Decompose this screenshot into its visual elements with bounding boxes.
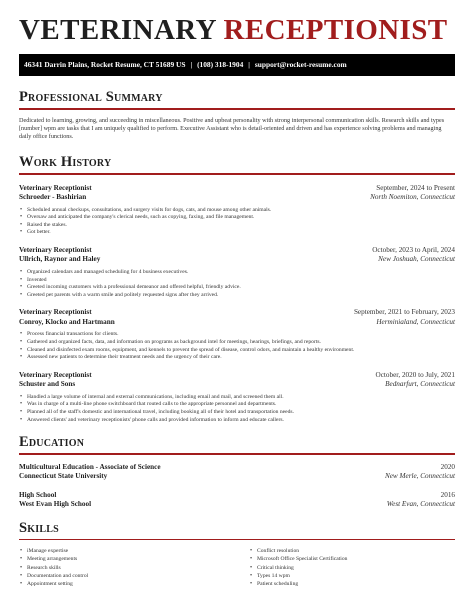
- contact-bar: [19, 54, 455, 76]
- education-entry: [19, 491, 455, 510]
- job-bullet: • Invented: [19, 277, 455, 285]
- job-title: Veterinary Receptionist: [19, 308, 92, 317]
- job-bullet: • Cleaned and disinfected exam rooms, equipment, and kennels to prevent the spread of disease, control odors, and maintain a healthy environment.: [19, 347, 455, 355]
- section-divider: [19, 539, 455, 541]
- section-divider: [19, 173, 455, 175]
- job-entry: [19, 246, 455, 299]
- job-entry: [19, 184, 455, 237]
- job-bullet: • Gathered and organized facts, data, and information on programs as background intel for meetings, hearings, briefings, and reports.: [19, 339, 455, 347]
- contact-address: 46341 Darrin Plains, Rocket Resume, CT 51689 US: [24, 60, 186, 69]
- job-bullets: [19, 331, 455, 361]
- edu-year: 2020: [440, 462, 455, 471]
- skill-item: • Conflict resolution: [249, 547, 455, 555]
- contact-separator: |: [190, 60, 193, 69]
- contact-email[interactable]: support@rocket-resume.com: [254, 60, 347, 69]
- job-company: Schroeder - Bashirian: [19, 193, 87, 202]
- job-location: Herminialand, Connecticut: [376, 317, 455, 326]
- skill-item: • Types 14 wpm: [249, 572, 455, 580]
- skill-item: • Patient scheduling: [249, 580, 455, 588]
- job-title: Veterinary Receptionist: [19, 245, 92, 254]
- job-bullet: • Oversaw and anticipated the company's clerical needs, such as copying, faxing, and file management.: [19, 214, 455, 222]
- job-dates: October, 2023 to April, 2024: [372, 245, 455, 254]
- skill-item: • Appointment setting: [19, 580, 237, 588]
- work-history-heading: Work History: [19, 154, 112, 171]
- summary-heading: Professional Summary: [19, 89, 163, 105]
- name-last: RECEPTIONIST: [223, 14, 448, 46]
- job-company: Conroy, Klocko and Hartmann: [19, 317, 115, 326]
- name-first: VETERINARY: [19, 14, 216, 46]
- skills-heading: Skills: [19, 519, 59, 536]
- job-location: New Joshuah, Connecticut: [378, 255, 455, 264]
- job-bullets: [19, 269, 455, 299]
- job-location: Bednarfurt, Connecticut: [385, 380, 455, 389]
- summary-text: Dedicated to learning, growing, and succeeding in miscellaneous. Positive and upbeat personality with strong interpersonal communication skills. Research skills and types [number] wpm are tasks that I am uniquely qualified to perform. Executive Assistant who is detail-oriented and driven and has experience solving problems and managing daily office functions.: [19, 116, 445, 140]
- contact-phone: (108) 318-1904: [197, 60, 244, 69]
- job-dates: September, 2024 to Present: [376, 183, 455, 192]
- candidate-name: [19, 13, 455, 47]
- job-bullet: • Assessed new patients to determine their treatment needs and the urgency of their care.: [19, 354, 455, 362]
- section-divider: [19, 108, 455, 110]
- job-dates: September, 2021 to February, 2023: [353, 308, 455, 317]
- contact-separator: |: [248, 60, 250, 69]
- skills-grid: [19, 547, 455, 588]
- job-entry: [19, 371, 455, 424]
- section-divider: [19, 453, 455, 455]
- job-bullet: • Was in charge of a multi-line phone switchboard that routed calls to the appropriate personnel and departments.: [19, 401, 455, 409]
- skills-column-right: [237, 547, 455, 588]
- job-company: Ullrich, Raynor and Haley: [19, 255, 101, 264]
- skills-column-left: [19, 547, 237, 588]
- edu-location: New Merle, Connecticut: [384, 472, 455, 481]
- job-bullet: • Organized calendars and managed scheduling for 4 business executives.: [19, 269, 455, 277]
- job-bullet: • Handled a large volume of internal and external communications, including email and mail, and screened them all.: [19, 394, 455, 402]
- job-bullet: • Process financial transactions for clients.: [19, 331, 455, 339]
- edu-location: West Evan, Connecticut: [386, 500, 455, 509]
- job-location: North Noemiton, Connecticut: [370, 193, 455, 202]
- edu-year: 2016: [440, 490, 455, 499]
- job-bullet: • Scheduled annual checkups, consultations, and surgery visits for dogs, cats, and mouse among other animals.: [19, 207, 455, 215]
- job-dates: October, 2020 to July, 2021: [375, 370, 455, 379]
- job-bullet: • Greeted incoming customers with a professional demeanor and offered helpful, friendly advice.: [19, 284, 455, 292]
- skill-item: • iManage expertise: [19, 547, 237, 555]
- job-title: Veterinary Receptionist: [19, 370, 92, 379]
- job-title: Veterinary Receptionist: [19, 183, 92, 192]
- job-entry: [19, 308, 455, 361]
- job-bullet: • Got better.: [19, 229, 455, 237]
- job-bullet: • Raised the stakes.: [19, 222, 455, 230]
- skill-item: • Documentation and control: [19, 572, 237, 580]
- job-company: Schuster and Sons: [19, 380, 76, 389]
- skill-item: • Critical thinking: [249, 564, 455, 572]
- job-bullets: [19, 394, 455, 424]
- skill-item: • Microsoft Office Specialist Certification: [249, 555, 455, 563]
- education-entry: [19, 463, 455, 482]
- edu-degree: High School: [19, 490, 57, 499]
- skill-item: • Research skills: [19, 564, 237, 572]
- job-bullet: • Planned all of the staff's domestic and international travel, including booking all of their hotel and transportation needs.: [19, 409, 455, 417]
- skill-item: • Meeting arrangements: [19, 555, 237, 563]
- job-bullets: [19, 207, 455, 237]
- education-heading: Education: [19, 434, 85, 451]
- edu-school: Connecticut State University: [19, 472, 108, 481]
- job-bullet: • Answered clients' and veterinary receptionists' phone calls and provided information to inform and educate callers.: [19, 417, 455, 425]
- edu-degree: Multicultural Education - Associate of Science: [19, 462, 161, 471]
- job-bullet: • Greeted pet parents with a warm smile and politely requested signs after they arrived.: [19, 292, 455, 300]
- edu-school: West Evan High School: [19, 500, 92, 509]
